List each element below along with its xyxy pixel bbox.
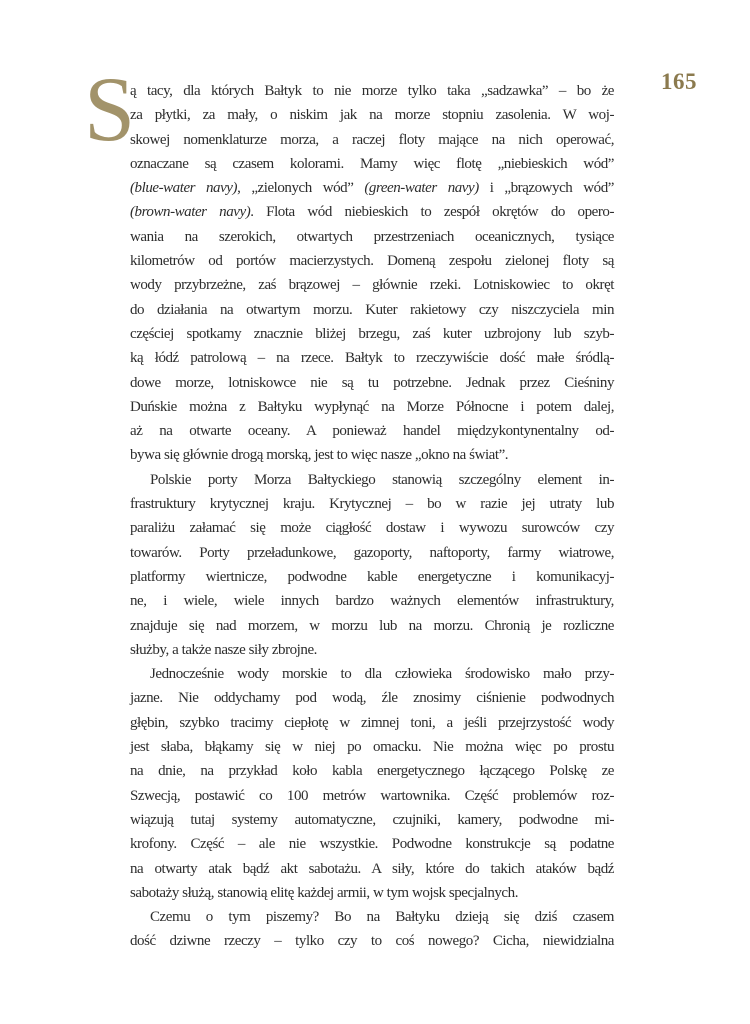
text-line: znajduje się nad morzem, w morzu lub na morzu. Chronią je rozliczne — [130, 617, 614, 634]
text-line: aż na otwarte oceany. A ponieważ handel międzykontynentalny od- — [130, 423, 614, 440]
text-line: jest słaba, błąkamy się w niej po omacku. Nie można więc po prostu — [130, 739, 614, 756]
text-line: paraliżu załamać się może ciągłość dostaw i wywozu surowców czy — [130, 520, 614, 537]
text-line: (blue-water navy), „zielonych wód” (green-water navy) i „brązowych wód” — [130, 180, 614, 197]
text-line: częściej spotkamy znacznie bliżej brzegu, zaś kuter uzbrojony lub szyb- — [130, 325, 614, 342]
text-line: frastruktury krytycznej kraju. Krytycznej – bo w razie jej utraty lub — [130, 496, 614, 513]
text-line: platformy wiertnicze, podwodne kable energetyczne i komunikacyj- — [130, 568, 614, 585]
text-line: Czemu o tym piszemy? Bo na Bałtyku dzieją się dziś czasem — [150, 909, 614, 926]
body-text — [130, 79, 614, 954]
text-line: wody przybrzeżne, zaś brązowej – głównie rzeki. Lotniskowiec to okręt — [130, 277, 614, 294]
text-line: dowe morze, lotniskowce nie są tu potrzebne. Jednak przez Cieśniny — [130, 374, 614, 391]
text-line: służby, a także nasze siły zbrojne. — [130, 641, 317, 658]
text-line: dość dziwne rzeczy – tylko czy to coś nowego? Cicha, niewidzialna — [130, 933, 614, 950]
text-line: bywa się głównie drogą morską, jest to więc nasze „okno na świat”. — [130, 447, 509, 464]
text-line: skowej nomenklaturze morza, a raczej floty mające na nich operować, — [130, 131, 614, 148]
text-line: wiązują tutaj systemy automatyczne, czujniki, kamery, podwodne mi- — [130, 811, 614, 828]
text-line: kilometrów od portów macierzystych. Domeną zespołu zielonej floty są — [130, 253, 614, 270]
text-line: ką łódź patrolową – na rzece. Bałtyk to rzeczywiście dość małe śródlą- — [130, 350, 614, 367]
text-line: ą tacy, dla których Bałtyk to nie morze tylko taka „sadzawka” – bo że — [130, 83, 614, 99]
page-number: 165 — [661, 69, 697, 94]
text-line: na dnie, na przykład koło kabla energetycznego łączącego Polskę ze — [130, 763, 614, 780]
text-line: na otwarty atak bądź akt sabotażu. A siły, które do takich ataków bądź — [130, 860, 614, 877]
text-line: (brown-water navy). Flota wód niebieskich to zespół okrętów do opero- — [130, 204, 614, 221]
text-line: krofony. Część – ale nie wszystkie. Podwodne konstrukcje są podatne — [130, 836, 614, 853]
text-line: Polskie porty Morza Bałtyckiego stanowią szczególny element in- — [150, 471, 614, 488]
text-line: Szwecją, postawić co 100 metrów wartownika. Część problemów roz- — [130, 787, 614, 804]
text-line: za płytki, za mały, o niskim jak na morze stopniu zasolenia. W woj- — [130, 107, 614, 124]
text-line: Duńskie można z Bałtyku wypłynąć na Morze Północne i potem dalej, — [130, 398, 614, 415]
text-line: jazne. Nie oddychamy pod wodą, źle znosimy ciśnienie podwodnych — [130, 690, 614, 707]
text-line: do działania na otwartym morzu. Kuter rakietowy czy niszczyciela min — [130, 301, 614, 318]
text-line: oznaczane są czasem kolorami. Mamy więc flotę „niebieskich wód” — [130, 155, 614, 172]
paragraph — [130, 905, 614, 954]
text-line: ne, i wiele, wiele innych bardzo ważnych elementów infrastruktury, — [130, 593, 614, 610]
paragraph — [130, 468, 614, 662]
text-line: głębin, szybko tracimy ciepłotę w zimnej toni, a jeśli przejrzystość wody — [130, 714, 614, 731]
text-line: wania na szerokich, otwartych przestrzeniach oceanicznych, tysiące — [130, 228, 614, 245]
text-line: Jednocześnie wody morskie to dla człowieka środowisko mało przy- — [150, 666, 614, 683]
text-line: sabotaży służą, stanowią elitę każdej armii, w tym wojsk specjalnych. — [130, 884, 518, 901]
paragraph — [130, 79, 614, 468]
paragraph — [130, 662, 614, 905]
text-line: towarów. Porty przeładunkowe, gazoporty, naftoporty, farmy wiatrowe, — [130, 544, 614, 561]
drop-cap: S — [84, 58, 136, 160]
